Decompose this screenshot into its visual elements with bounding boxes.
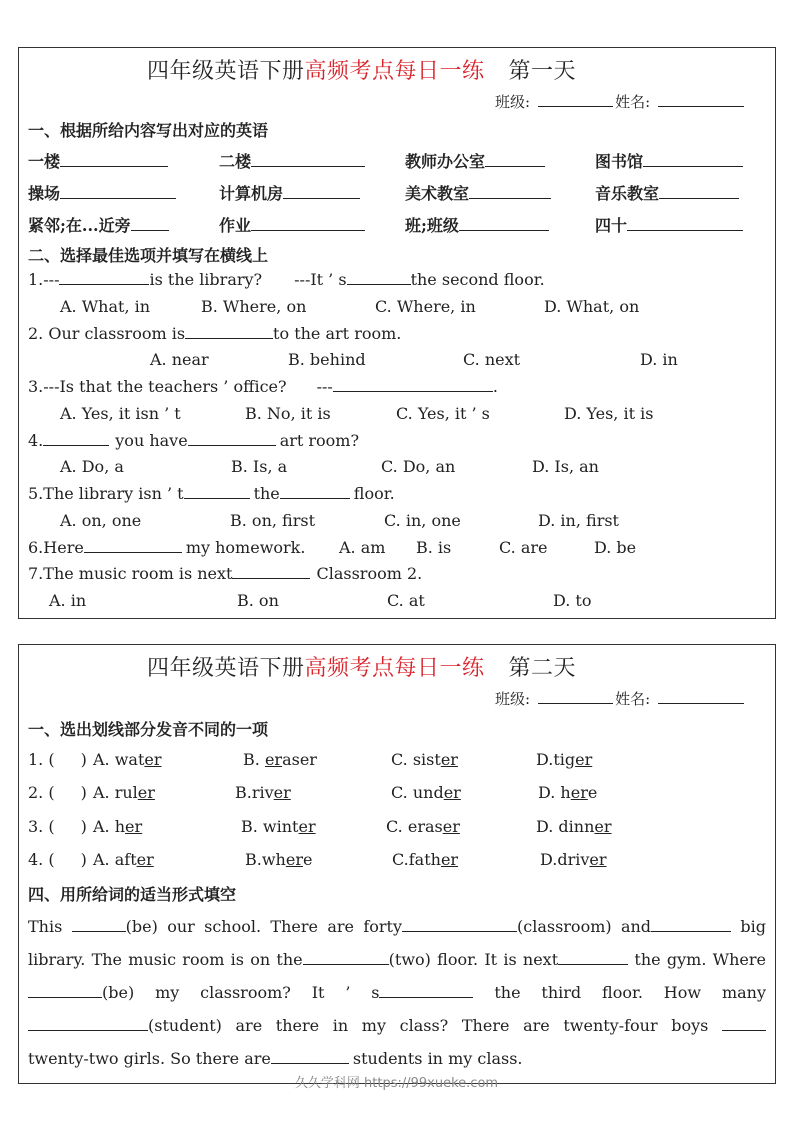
question: 5.The library isn ’ t the floor. [28, 484, 395, 503]
vocab-item: 班;班级 [405, 213, 549, 236]
option: A. am [339, 538, 386, 557]
worksheet-day-one [18, 47, 776, 619]
phonics-question: 3. ( ) [28, 817, 87, 836]
option: D. be [594, 538, 637, 557]
option: C. in, one [384, 511, 461, 530]
option: A. water [93, 750, 162, 769]
worksheet-title: 四年级英语下册高频考点每日一练 第二天 [147, 656, 577, 681]
question: 6.Here my homework. [28, 538, 306, 557]
name-blank[interactable] [658, 94, 744, 107]
option: A. ruler [93, 783, 155, 802]
option: B. Is, a [231, 457, 288, 476]
option: C. are [499, 538, 548, 557]
option: D. to [553, 591, 592, 610]
option: D. Yes, it is [564, 404, 654, 423]
option: A. after [93, 850, 154, 869]
option: A. her [93, 817, 143, 836]
vocab-item: 教师办公室 [405, 149, 545, 172]
option: D. in, first [538, 511, 619, 530]
option: D. here [538, 783, 598, 802]
option: A. Do, a [60, 457, 124, 476]
question: 4. you have art room? [28, 431, 360, 450]
option: B. on, first [230, 511, 315, 530]
option: B.where [245, 850, 313, 869]
vocab-item: 音乐教室 [595, 181, 739, 204]
vocab-item: 四十 [595, 213, 743, 236]
option: C. Yes, it ’ s [396, 404, 490, 423]
worksheet-title: 四年级英语下册高频考点每日一练 第一天 [147, 59, 577, 84]
option: C. eraser [386, 817, 460, 836]
option: D.driver [540, 850, 607, 869]
fill-in-paragraph: This (be) our school. There are forty (classroom) and big library. The music room is on the (two) floor. It is next the gym. Where (be) my classroom? It ’ s the third floor. How many (student) are there in my class? There are twenty-four boys twenty-two girls. So there are students in my class. [28, 917, 767, 1068]
vocab-item: 紧邻;在...近旁 [28, 213, 169, 236]
phonics-question: 1. ( ) [28, 750, 87, 769]
option: C.father [392, 850, 459, 869]
vocab-item: 作业 [219, 213, 365, 236]
section-heading: 一、选出划线部分发音不同的一项 [28, 720, 269, 739]
question: 1.--- is the library? ---It ’ s the second floor. [28, 270, 545, 289]
option: C. sister [391, 750, 458, 769]
vocab-item: 操场 [28, 181, 176, 204]
phonics-question: 4. ( ) [28, 850, 87, 869]
option: B. eraser [243, 750, 317, 769]
vocab-item: 美术教室 [405, 181, 551, 204]
option: B. on [237, 591, 279, 610]
question: 2. Our classroom is to the art room. [28, 324, 402, 343]
class-name-fields: 班级: 姓名: [495, 688, 744, 709]
option: B. No, it is [245, 404, 331, 423]
section-heading: 一、根据所给内容写出对应的英语 [28, 121, 269, 140]
option: B. is [416, 538, 452, 557]
vocab-item: 二楼 [219, 149, 365, 172]
option: D. dinner [536, 817, 612, 836]
option: B. winter [241, 817, 316, 836]
section-heading: 二、选择最佳选项并填写在横线上 [28, 246, 269, 265]
question: 7.The music room is next Classroom 2. [28, 564, 423, 583]
class-blank[interactable] [538, 94, 613, 107]
option: A. in [49, 591, 87, 610]
vocab-item: 计算机房 [219, 181, 360, 204]
option: A. near [150, 350, 209, 369]
option: A. on, one [60, 511, 142, 530]
option: B. behind [288, 350, 366, 369]
vocab-item: 图书馆 [595, 149, 743, 172]
option: B.river [235, 783, 291, 802]
option: B. Where, on [201, 297, 307, 316]
option: C. at [387, 591, 425, 610]
option: C. Do, an [381, 457, 456, 476]
option: D. What, on [544, 297, 640, 316]
option: C. next [463, 350, 521, 369]
option: C. Where, in [375, 297, 476, 316]
phonics-question: 2. ( ) [28, 783, 87, 802]
option: A. Yes, it isn ’ t [60, 404, 181, 423]
option: C. under [391, 783, 461, 802]
option: D.tiger [536, 750, 593, 769]
question: 3.---Is that the teachers ’ office? --- . [28, 377, 498, 396]
name-blank[interactable] [658, 691, 744, 704]
option: D. in [640, 350, 678, 369]
section-heading: 四、用所给词的适当形式填空 [28, 885, 237, 904]
option: D. Is, an [532, 457, 599, 476]
class-blank[interactable] [538, 691, 613, 704]
vocab-item: 一楼 [28, 149, 168, 172]
worksheet-day-two [18, 644, 776, 1084]
watermark-footer: 久久学科网 https://99xueke.com [294, 1076, 499, 1091]
option: A. What, in [60, 297, 151, 316]
class-name-fields: 班级: 姓名: [495, 91, 744, 112]
